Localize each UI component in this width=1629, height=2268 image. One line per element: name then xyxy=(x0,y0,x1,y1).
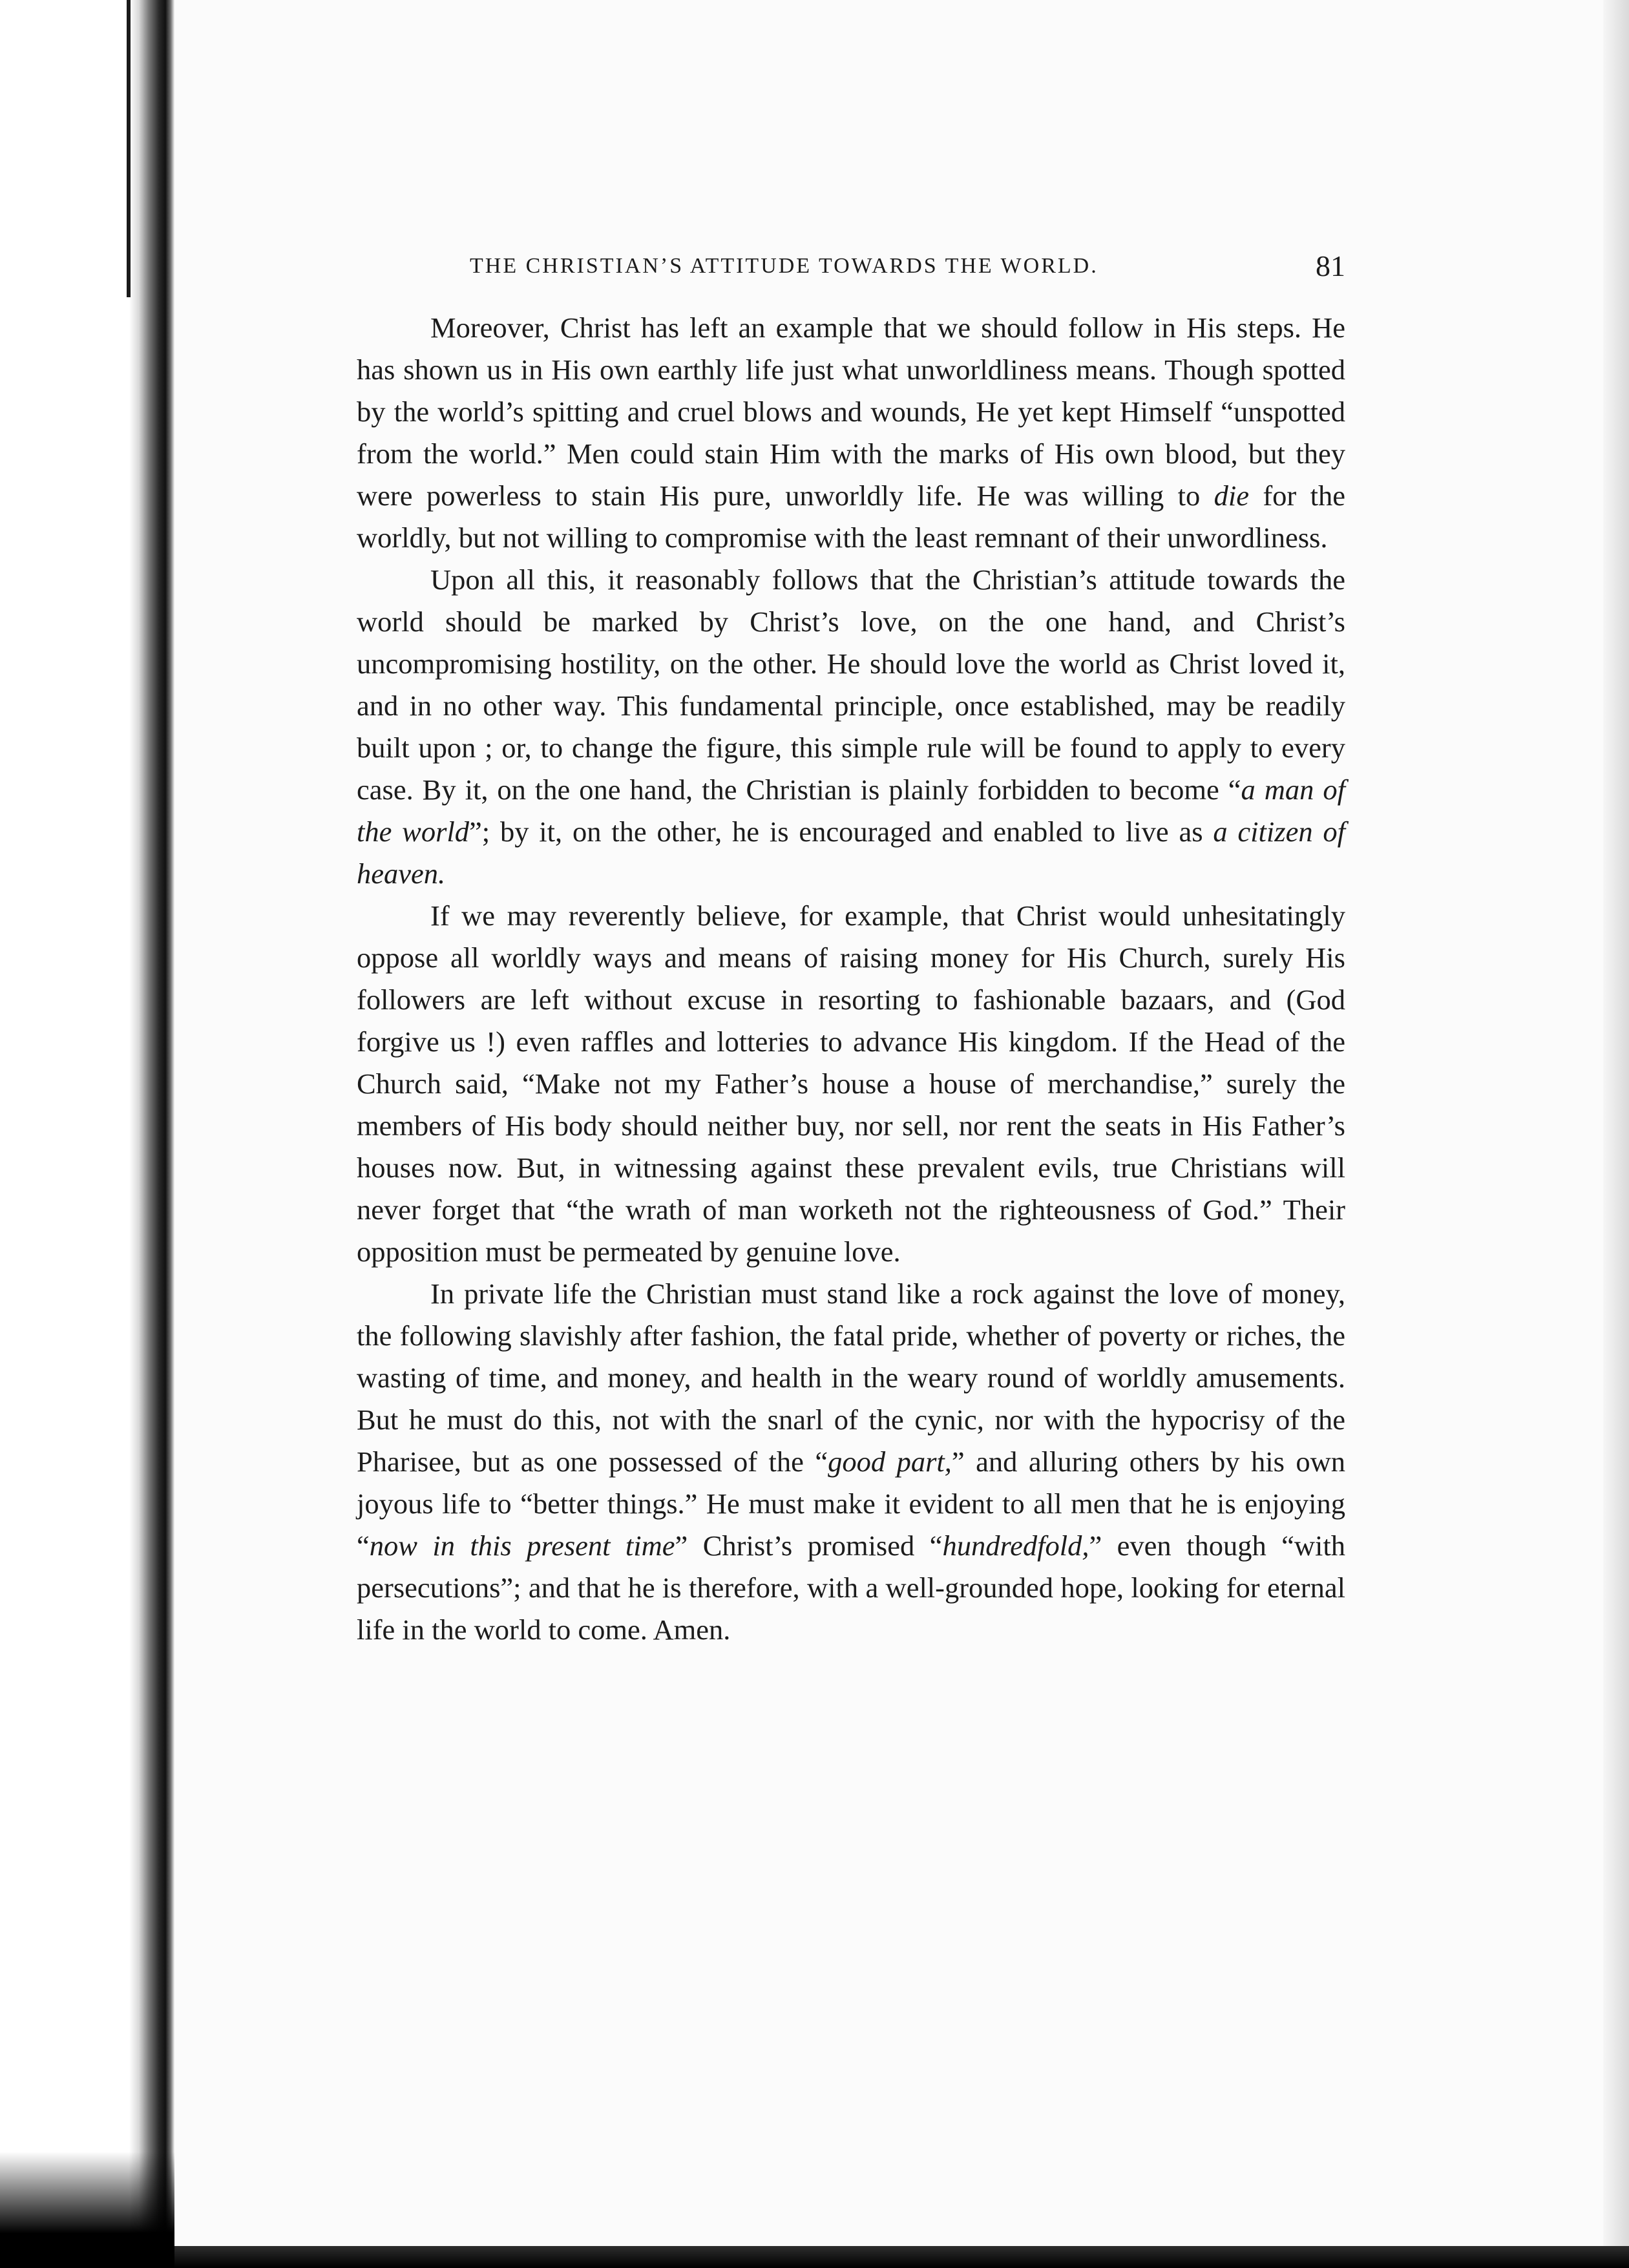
paragraph-4-italic-hundredfold: hundredfold, xyxy=(942,1529,1089,1562)
running-title: THE CHRISTIAN’S ATTITUDE TOWARDS THE WORLD. xyxy=(470,254,1098,278)
paragraph-2 xyxy=(357,559,1345,895)
paragraph-2-text-c: ”; by it, on the other, he is encouraged and enabled to live as xyxy=(469,815,1214,848)
book-binding-edge xyxy=(0,0,174,2268)
paragraph-4-italic-good-part: good part, xyxy=(828,1445,952,1478)
paragraph-1 xyxy=(357,307,1345,559)
paragraph-4-text-g: ” even though “with persecutions”; and that he is therefore, with a well-grounded hope, looking for eternal life in the world to come. Amen. xyxy=(357,1529,1345,1646)
paragraph-2-text-a: Upon all this, it reasonably follows that the Christian’s attitude towards the world should be marked by Christ’s love, on the one hand, and Christ’s uncompromising hostility, on the other. He should love the world as Christ loved it, and in no other way. This fundamental principle, once established, may be readily built upon ; or, to change the figure, this simple rule will be found to apply to every case. By it, on the one hand, the Christian is plainly forbidden to become “ xyxy=(357,563,1345,806)
page-number: 81 xyxy=(1316,249,1345,282)
paragraph-2-italic-man-of-world: a man of the world xyxy=(357,773,1345,848)
paragraph-4-text-c: ” and alluring others by his own joyous life to “better things.” He must make it evident to all men that he is enjoying “ xyxy=(357,1445,1345,1562)
paragraph-3 xyxy=(357,895,1345,1273)
paragraph-3-text: If we may reverently believe, for example, that Christ would unhesitatingly oppose all worldly ways and means of raising money for His Church, surely His followers are left without excuse in resorting to fashionable bazaars, and (God forgive us !) even raffles and lotteries to advance His kingdom. If the Head of the Church said, “Make not my Father’s house a house of merchandise,” surely the members of His body should neither buy, nor sell, nor rent the seats in His Father’s houses now. But, in witnessing against these prevalent evils, true Christians will never forget that “the wrath of man worketh not the righteousness of God.” Their opposition must be permeated by genuine love. xyxy=(357,899,1345,1268)
paragraph-1-italic-die: die xyxy=(1214,479,1249,512)
paragraph-4-italic-present-time: now in this present time xyxy=(369,1529,675,1562)
paragraph-4 xyxy=(357,1273,1345,1651)
binding-shadow-line xyxy=(127,0,131,297)
page-content xyxy=(357,249,1345,1651)
running-head xyxy=(357,249,1345,294)
paragraph-2-italic-citizen: a citizen of heaven. xyxy=(357,815,1345,890)
body-text xyxy=(357,307,1345,1651)
paragraph-4-text-a: In private life the Christian must stand like a rock against the love of money, the following slavishly after fashion, the fatal pride, whether of poverty or riches, the wasting of time, and money, and health in the weary round of worldly amusements. But he must do this, not with the snarl of the cynic, nor with the hypocrisy of the Pharisee, but as one possessed of the “ xyxy=(357,1277,1345,1478)
page-edge-shadow xyxy=(1603,0,1629,2268)
paragraph-4-text-e: ” Christ’s promised “ xyxy=(675,1529,943,1562)
scan-corner-shadow xyxy=(0,2152,174,2268)
paragraph-1-text-c: for the worldly, but not willing to compromise with the least remnant of their unwordliness. xyxy=(357,479,1345,554)
scan-bottom-border xyxy=(0,2246,1629,2268)
paragraph-1-text-a: Moreover, Christ has left an example that we should follow in His steps. He has shown us in His own earthly life just what unworldliness means. Though spotted by the world’s spitting and cruel blows and wounds, He yet kept Himself “unspotted from the world.” Men could stain Him with the marks of His own blood, but they were powerless to stain His pure, unworldly life. He was willing to xyxy=(357,311,1345,512)
